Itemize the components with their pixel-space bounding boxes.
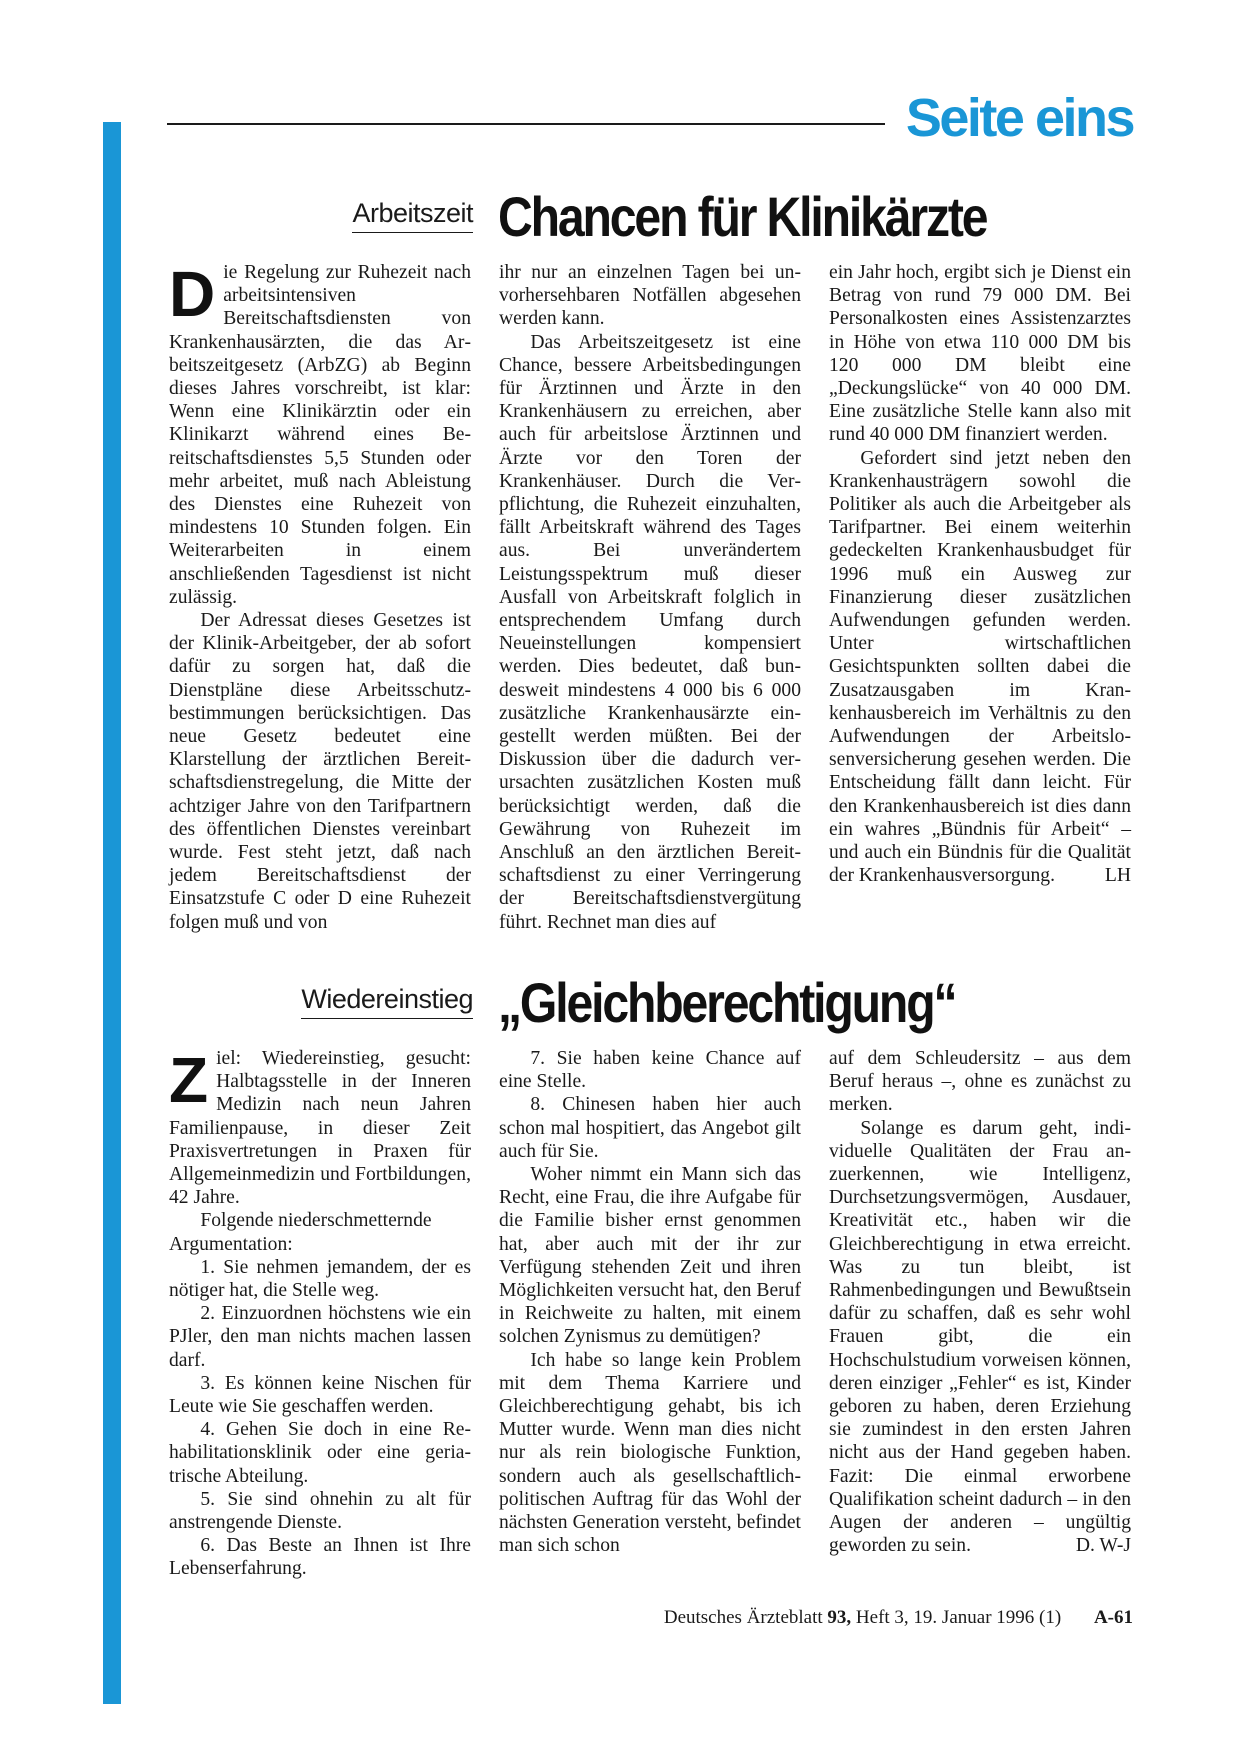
paragraph xyxy=(829,1117,1131,1558)
journal-volume: 93, xyxy=(827,1607,852,1628)
paragraph-text: Solange es darum geht, individuelle Qualitäten der Frau anzuerkennen, wie Intelligenz, Durchsetzungsvermögen, Ausdauer, Kreativität etc., haben wir die Gleichberechtigung in etwa erreicht. Was zu tun bleibt, ist Rahmenbedingungen und Bewußtsein dafür zu schaffen, daß es sehr wohl Frauen gibt, die ein Hochschulstudium vorweisen können, deren einziger „Fehler“ es ist, Kinder geboren zu haben, deren Erziehung sie zumindest in den ersten Jahren nicht aus der Hand gegeben haben. Fazit: Die einmal erworbene Qualifikation scheint dadurch – in den Augen der anderen – ungültig geworden zu sein. xyxy=(829,1117,1131,1557)
blue-margin-bar xyxy=(103,122,121,1704)
paragraph-text: ie Regelung zur Ruhezeit nach arbeitsintensiven Bereitschaftsdiensten von Krankenhausärzten, die das Arbeitszeitgesetz (ArbZG) ab Beginn dieses Jahres vorschreibt, ist klar: Wenn eine Klinikärztin oder ein Klinikarzt während eines Bereitschaftsdienstes 5,5 Stunden oder mehr arbeitet, muß nach Ableistung des Dienstes eine Ruhezeit von mindestens 10 Stunden folgen. Ein Weiterarbeiten in einem anschließenden Tagesdienst ist nicht zulässig. xyxy=(169,262,471,608)
author-signature: D. W-J xyxy=(1075,1535,1131,1557)
paragraph: ein Jahr hoch, ergibt sich je Dienst ein Betrag von rund 79 000 DM. Bei Personalkosten eines Assistenzarztes in Höhe von etwa 110 000 DM bis 120 000 DM bleibt eine „Deckungslücke“ von 40 000 DM. Eine zusätzliche Stelle kann also mit rund 40 000 DM finanziert werden. xyxy=(829,262,1131,446)
article-2-column-1 xyxy=(169,1044,471,1581)
drop-cap: Z xyxy=(169,1044,209,1116)
article-1-kicker: Arbeitszeit xyxy=(352,197,473,233)
issue-info: Heft 3, 19. Januar 1996 (1) xyxy=(855,1607,1062,1628)
paragraph: Folgende niederschmetternde xyxy=(200,1210,432,1232)
paragraph: Der Adressat dieses Gesetzes ist der Klinik-Arbeitgeber, der ab sofort dafür zu sorgen hat, daß die Dienstpläne diese Arbeitsschutzbestimmungen berücksichtigen. Das neue Gesetz bedeutet eine Klarstellung der ärztlichen Bereitschaftsdienstregelung, die Mitte der achtziger Jahre von den Tarifpartnern des öffentlichen Dienstes vereinbart wurde. Fest steht jetzt, daß nach jedem Bereitschaftsdienst der Einsatzstufe C oder D eine Ruhezeit folgen muß und von xyxy=(169,610,471,933)
article-2-column-3 xyxy=(829,1047,1131,1557)
article-2-kicker-wrap xyxy=(173,983,473,1019)
paragraph: auf dem Schleudersitz – aus dem Beruf heraus –, ohne es zunächst zu merken. xyxy=(829,1048,1131,1116)
paragraph xyxy=(169,1044,471,1209)
journal-name: Deutsches Ärzteblatt xyxy=(663,1607,823,1628)
paragraph xyxy=(169,258,471,609)
paragraph: Ich habe so lange kein Problem mit dem Thema Karriere und Gleichberechtigung gehabt, bis ich Mutter wurde. Wenn man dies nicht nur als rein biologische Funktion, sondern auch als gesellschaftlich-politischen Auftrag für das Wohl der nächsten Generation versteht, befindet man sich schon xyxy=(499,1349,801,1557)
list-item: 3. Es können keine Nischen für Leute wie Sie geschaffen werden. xyxy=(169,1372,471,1418)
article-2-headline: „Gleichberechtigung“ xyxy=(498,971,956,1034)
author-signature: LH xyxy=(1104,865,1131,887)
list-item: 1. Sie nehmen jemandem, der es nötiger hat, die Stelle weg. xyxy=(169,1256,471,1302)
paragraph xyxy=(499,331,801,934)
list-item: 7. Sie haben keine Chance auf eine Stelle. xyxy=(499,1048,801,1093)
article-1-column-3 xyxy=(829,261,1131,887)
paragraph xyxy=(829,447,1131,888)
list-item: 6. Das Beste an Ihnen ist Ihre Lebenserfahrung. xyxy=(169,1535,471,1580)
article-1-kicker-wrap xyxy=(173,197,473,233)
drop-cap: D xyxy=(169,258,216,330)
article-1-column-2 xyxy=(499,261,801,934)
article-2-column-2 xyxy=(499,1047,801,1557)
paragraph-text: Gefordert sind jetzt neben den Krankenhausträgern sowohl die Politiker als auch die Arbeitgeber als Tarifpartner. Bei einem weiterhin gedeckelten Krankenhausbudget für 1996 muß ein Ausweg zur Finanzierung dieser zusätzlichen Aufwendungen gefunden werden. Unter wirtschaftlichen Gesichtspunkten sollten dabei die Zusatzausgaben im Krankenhausbereich im Verhältnis zu den Aufwendungen der Arbeitslosenversicherung gesehen werden. Die Entscheidung fällt dann leicht. Für den Krankenhausbereich ist dies dann ein wahres „Bündnis für Arbeit“ – und auch ein Bündnis für die Qualität der Krankenhausversorgung. xyxy=(829,447,1131,887)
article-2-kicker: Wiedereinstieg xyxy=(301,983,473,1019)
header-rule xyxy=(167,123,885,125)
paragraph: Argumentation: xyxy=(169,1233,293,1255)
article-1-headline: Chancen für Klinikärzte xyxy=(498,185,987,248)
section-title: Seite eins xyxy=(905,88,1133,148)
paragraph: ihr nur an einzelnen Tagen bei unvorhersehbaren Notfällen abgesehen werden kann. xyxy=(499,262,801,330)
article-1-column-1 xyxy=(169,258,471,934)
page-footer xyxy=(664,1606,1133,1630)
paragraph-text: Das Arbeitszeitgesetz ist eine Chance, bessere Arbeitsbedingungen für Ärztinnen und Ärzte in den Krankenhäusern zu erreichen, aber auch für arbeitslose Ärztinnen und Ärzte vor den Toren der Krankenhäuser. Durch die Verpflichtung, die Ruhezeit einzuhalten, fällt Arbeitskraft während des Tages aus. Bei unverändertem Leistungsspektrum muß dieser Ausfall von Arbeitskraft folglich in entsprechendem Umfang durch Neueinstellungen kompensiert werden. Dies bedeutet, daß bundesweit mindestens 4 000 bis 6 000 zusätzliche Krankenhausärzte eingestellt werden müßten. Bei der Diskussion über die dadurch verursachten zusätzlichen Kosten muß berücksichtigt werden, daß die Gewährung von Ruhezeit im Anschluß an den ärztlichen Bereitschaftsdienst zu einer Verringerung der Bereitschaftsdienstvergütung führt. Rechnet man dies auf xyxy=(499,331,801,933)
page-number: A-61 xyxy=(1093,1607,1133,1628)
paragraph-text: iel: Wiedereinstieg, gesucht: Halbtagsstelle in der Inneren Medizin nach neun Jahren Familienpause, in dieser Zeit Praxisvertretungen in Praxen für Allgemeinmedizin und Fortbildungen, 42 Jahre. xyxy=(169,1048,471,1209)
paragraph: Woher nimmt ein Mann sich das Recht, eine Frau, die ihre Aufgabe für die Familie bisher ernst genommen hat, aber auch mit der ihr zur Verfügung stehenden Zeit und ihren Möglichkeiten versucht hat, den Beruf in Reichweite zu halten, mit einem solchen Zynismus zu demütigen? xyxy=(499,1164,801,1348)
list-item: 4. Gehen Sie doch in eine Rehabilitationsklinik oder eine geriatrische Abteilung. xyxy=(169,1419,471,1487)
list-item: 2. Einzuordnen höchstens wie ein PJler, den man nichts machen lassen darf. xyxy=(169,1303,471,1371)
list-item: 8. Chinesen haben hier auch schon mal hospitiert, das Angebot gilt auch für Sie. xyxy=(499,1094,801,1162)
list-item: 5. Sie sind ohnehin zu alt für anstrengende Dienste. xyxy=(169,1488,471,1534)
